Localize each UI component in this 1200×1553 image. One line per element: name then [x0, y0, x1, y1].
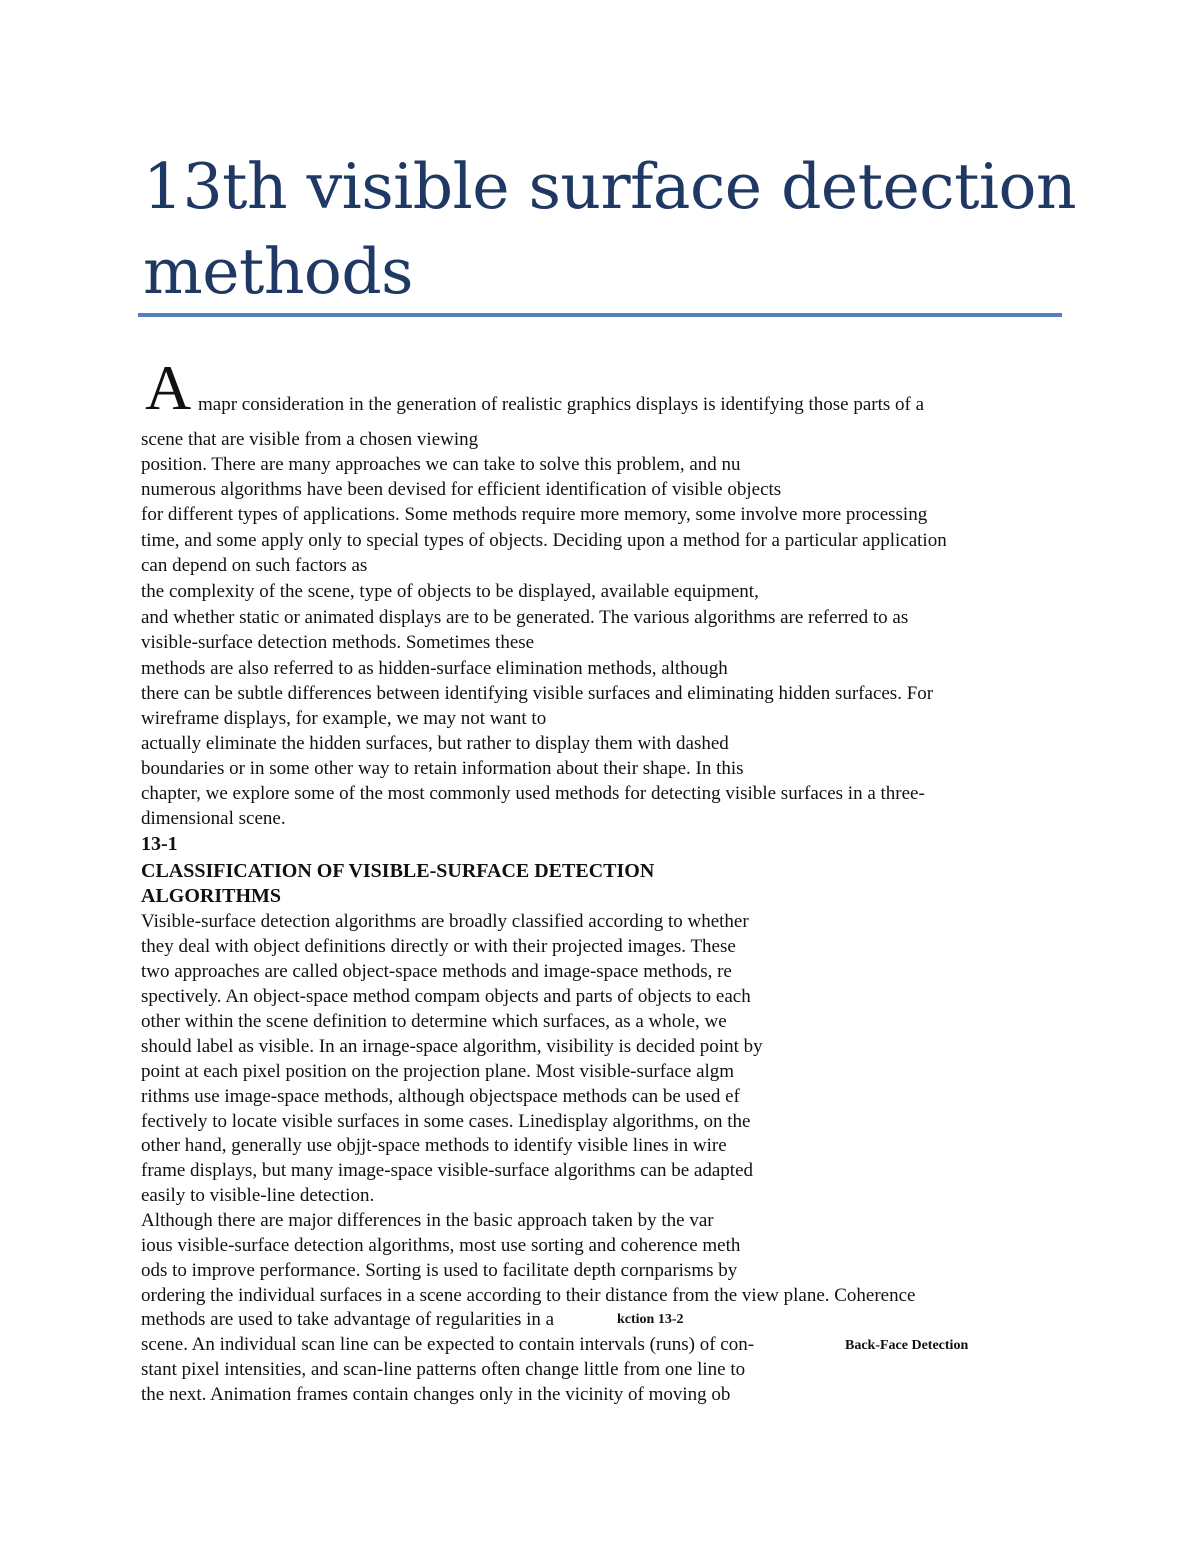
body-line: spectively. An object-space method compam objects and parts of objects to each	[141, 986, 751, 1007]
body-line: other within the scene definition to determine which surfaces, as a whole, we	[141, 1011, 727, 1032]
body-line: ious visible-surface detection algorithms, most use sorting and coherence meth	[141, 1235, 741, 1256]
body-line: easily to visible-line detection.	[141, 1185, 375, 1206]
intro-line: visible-surface detection methods. Sometimes these	[141, 632, 535, 653]
intro-line: wireframe displays, for example, we may not want to	[141, 708, 547, 729]
body-line: other hand, generally use objjt-space methods to identify visible lines in wire	[141, 1135, 727, 1156]
body-line: rithms use image-space methods, although objectspace methods can be used ef	[141, 1086, 740, 1107]
body-line: they deal with object definitions directly or with their projected images. These	[141, 936, 736, 957]
intro-line: numerous algorithms have been devised for efficient identification of visible objects	[141, 479, 782, 500]
page-title-line-2: methods	[143, 235, 414, 308]
body-line: two approaches are called object-space methods and image-space methods, re	[141, 961, 732, 982]
title-underline	[138, 313, 1062, 317]
intro-line: there can be subtle differences between identifying visible surfaces and eliminating hidden surfaces. For	[141, 683, 934, 704]
body-line: methods are used to take advantage of regularities in a	[141, 1309, 555, 1330]
margin-section-title: Back-Face Detection	[845, 1338, 969, 1353]
intro-line: boundaries or in some other way to retain information about their shape. In this	[141, 758, 744, 779]
intro-line: scene that are visible from a chosen viewing	[141, 429, 479, 450]
intro-line: and whether static or animated displays are to be generated. The various algorithms are referred to as	[141, 607, 909, 628]
section-number: 13-1	[141, 833, 178, 855]
section-heading-line-2: ALGORITHMS	[141, 885, 282, 907]
body-line: ordering the individual surfaces in a scene according to their distance from the view plane. Coherence	[141, 1285, 916, 1306]
intro-line: time, and some apply only to special types of objects. Deciding upon a method for a particular application	[141, 530, 947, 551]
body-line: should label as visible. In an irnage-space algorithm, visibility is decided point by	[141, 1036, 763, 1057]
body-line: ods to improve performance. Sorting is used to facilitate depth cornparisms by	[141, 1260, 738, 1281]
intro-line: dimensional scene.	[141, 808, 286, 829]
intro-line: can depend on such factors as	[141, 555, 368, 576]
intro-line: methods are also referred to as hidden-surface elimination methods, although	[141, 658, 728, 679]
body-line: stant pixel intensities, and scan-line patterns often change little from one line to	[141, 1359, 746, 1380]
body-line: fectively to locate visible surfaces in some cases. Linedisplay algorithms, on the	[141, 1111, 751, 1132]
intro-line: for different types of applications. Some methods require more memory, some involve more processing	[141, 504, 928, 525]
intro-line: position. There are many approaches we can take to solve this problem, and nu	[141, 454, 741, 475]
intro-line: the complexity of the scene, type of objects to be displayed, available equipment,	[141, 581, 759, 602]
page-title-line-1: 13th visible surface detection	[143, 150, 1077, 223]
body-line: frame displays, but many image-space visible-surface algorithms can be adapted	[141, 1160, 753, 1181]
intro-first-line: mapr consideration in the generation of realistic graphics displays is identifying those parts of a	[198, 394, 925, 415]
intro-line: chapter, we explore some of the most commonly used methods for detecting visible surfaces in a three-	[141, 783, 925, 804]
body-line: Visible-surface detection algorithms are broadly classified according to whether	[141, 911, 749, 932]
body-line: scene. An individual scan line can be expected to contain intervals (runs) of con-	[141, 1334, 755, 1355]
intro-line: actually eliminate the hidden surfaces, but rather to display them with dashed	[141, 733, 729, 754]
section-heading-line-1: CLASSIFICATION OF VISIBLE-SURFACE DETECTION	[141, 860, 655, 882]
drop-cap: A	[145, 352, 192, 423]
body-line: the next. Animation frames contain changes only in the vicinity of moving ob	[141, 1384, 731, 1405]
body-line: Although there are major differences in the basic approach taken by the var	[141, 1210, 714, 1231]
margin-section-ref: kction 13-2	[617, 1312, 684, 1327]
body-line: point at each pixel position on the projection plane. Most visible-surface algm	[141, 1061, 735, 1082]
